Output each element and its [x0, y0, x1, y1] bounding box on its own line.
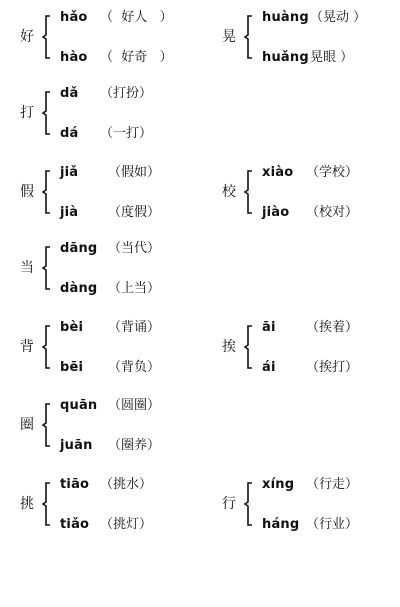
example-word: （晃动 ）	[310, 10, 367, 25]
example-word: （度假）	[108, 205, 161, 220]
pinyin-reading: ái	[262, 360, 276, 375]
pinyin-reading: huàng	[262, 10, 309, 25]
pinyin-reading: jià	[60, 205, 79, 220]
pinyin-reading: hào	[60, 50, 88, 65]
polyphonic-character: 打	[20, 105, 34, 121]
pinyin-reading: xiào	[262, 165, 294, 180]
brace-bracket	[42, 246, 51, 290]
pinyin-reading: dàng	[60, 281, 98, 296]
example-word: （挑水）	[100, 477, 153, 492]
pinyin-reading: āi	[262, 320, 276, 335]
character-group	[0, 241, 400, 301]
brace-bracket	[244, 15, 253, 59]
brace-bracket	[42, 403, 51, 447]
character-group	[0, 320, 400, 380]
example-word: （校对）	[306, 205, 359, 220]
brace-bracket	[244, 325, 253, 369]
example-word: 晃眼 ）	[310, 50, 354, 65]
example-word: （挨着）	[306, 320, 359, 335]
pinyin-reading: hǎo	[60, 10, 88, 25]
polyphonic-character: 圈	[20, 417, 34, 433]
example-word: （上当）	[108, 281, 161, 296]
pinyin-reading: juān	[60, 438, 93, 453]
pinyin-reading: dǎ	[60, 86, 79, 101]
example-word: （行走）	[306, 477, 359, 492]
example-word: （挑灯）	[100, 517, 153, 532]
pinyin-reading: huǎng	[262, 50, 309, 65]
pinyin-reading: xíng	[262, 477, 295, 492]
pinyin-reading: bèi	[60, 320, 84, 335]
example-word: （学校）	[306, 165, 359, 180]
example-word: （假如）	[108, 165, 161, 180]
example-word: （一打）	[100, 126, 153, 141]
polyphonic-character: 挑	[20, 496, 34, 512]
example-word: （圆圈）	[108, 398, 161, 413]
example-word: （打扮）	[100, 86, 153, 101]
polyphonic-character: 校	[222, 184, 236, 200]
polyphonic-character: 当	[20, 260, 34, 276]
polyphonic-character: 挨	[222, 339, 236, 355]
polyphonic-character: 背	[20, 339, 34, 355]
example-word: （ 好奇 ）	[100, 50, 173, 65]
pinyin-reading: quān	[60, 398, 98, 413]
example-word: （挨打）	[306, 360, 359, 375]
pinyin-reading: jiǎ	[60, 165, 79, 180]
brace-bracket	[244, 482, 253, 526]
brace-bracket	[244, 170, 253, 214]
polyphonic-character: 好	[20, 29, 34, 45]
character-group	[0, 86, 400, 146]
pinyin-reading: jiào	[262, 205, 290, 220]
character-group	[0, 398, 400, 458]
character-group	[0, 10, 400, 70]
polyphonic-character: 行	[222, 496, 236, 512]
polyphonic-character: 假	[20, 184, 34, 200]
example-word: （行业）	[306, 517, 359, 532]
polyphonic-character: 晃	[222, 29, 236, 45]
pinyin-reading: dāng	[60, 241, 98, 256]
pinyin-reading: háng	[262, 517, 300, 532]
example-word: （背负）	[108, 360, 161, 375]
character-group	[0, 165, 400, 225]
example-word: （当代）	[108, 241, 161, 256]
brace-bracket	[42, 91, 51, 135]
pinyin-reading: bēi	[60, 360, 84, 375]
pinyin-reading: dá	[60, 126, 79, 141]
example-word: （背诵）	[108, 320, 161, 335]
pinyin-reading: tiāo	[60, 477, 90, 492]
character-group	[0, 477, 400, 537]
example-word: （圈养）	[108, 438, 161, 453]
example-word: （ 好人 ）	[100, 10, 173, 25]
pinyin-reading: tiǎo	[60, 517, 90, 532]
